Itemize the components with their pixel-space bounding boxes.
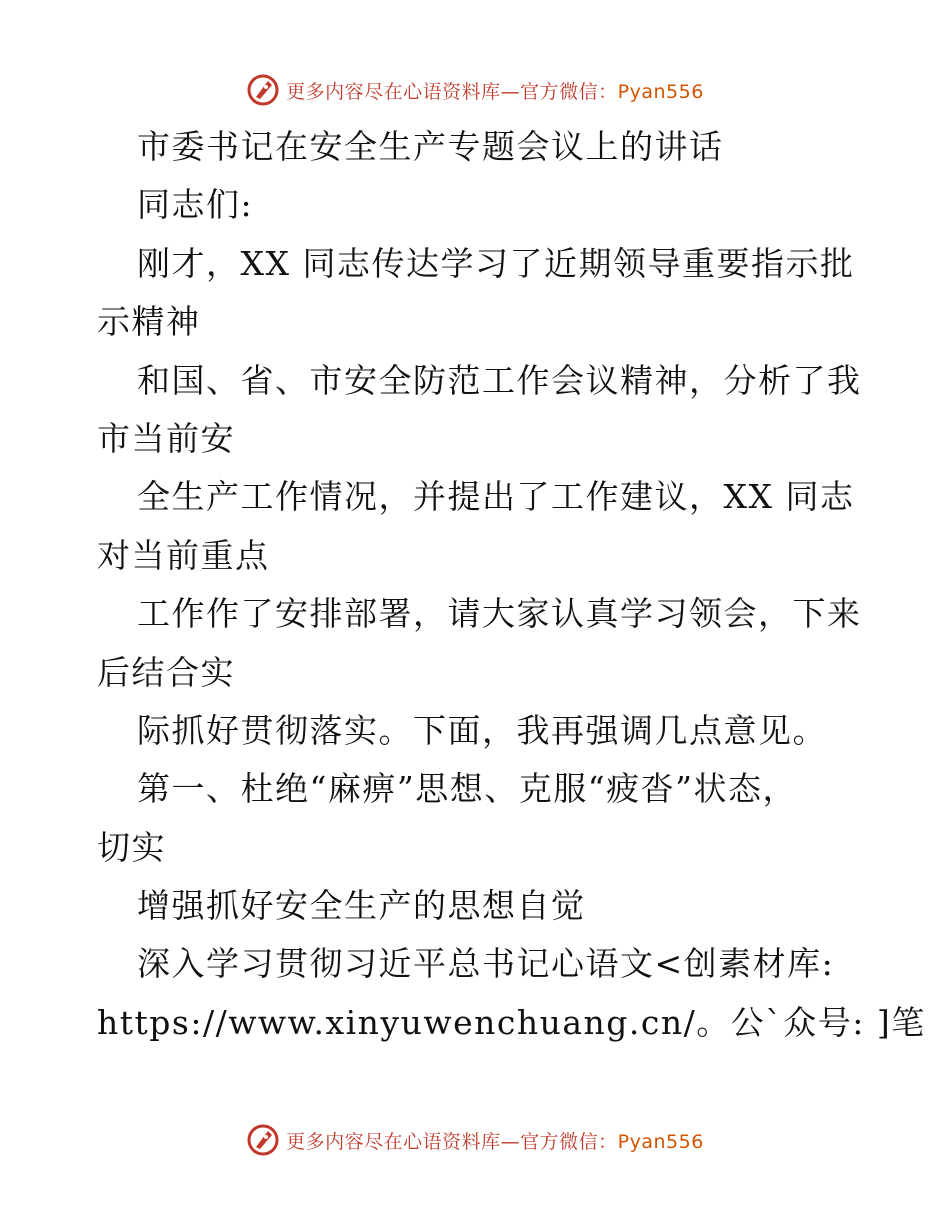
document-line: 工作作了安排部署，请大家认真学习领会，下来 (137, 594, 862, 634)
document-line: 切实 (97, 827, 166, 867)
document-line: 和国、省、市安全防范工作会议精神，分析了我 (137, 360, 862, 400)
document-line: 第一、杜绝“麻痹”思想、克服“疲沓”状态， (137, 769, 797, 809)
document-body (97, 118, 926, 1052)
banner-label: 更多内容尽在心语资料库—官方微信： (286, 1130, 618, 1153)
document-line: 对当前重点 (97, 535, 270, 575)
banner-wechat-id: Pyan556 (617, 1130, 704, 1153)
document-line: 后结合实 (97, 652, 235, 692)
banner-text (286, 77, 704, 104)
footer-banner (0, 1120, 950, 1160)
document-line: 际抓好贯彻落实。下面，我再强调几点意见。 (137, 710, 827, 750)
pen-nib-logo-icon (246, 73, 280, 107)
document-line: 增强抓好安全生产的思想自觉 (137, 886, 586, 926)
pen-nib-logo-icon (246, 1123, 280, 1157)
document-line: 示精神 (97, 302, 201, 342)
banner-label: 更多内容尽在心语资料库—官方微信： (286, 80, 618, 103)
document-line: 全生产工作情况，并提出了工作建议，XX 同志 (137, 477, 855, 517)
document-line: 同志们: (137, 185, 254, 225)
document-line: 市当前安 (97, 418, 235, 458)
banner-text (286, 1127, 704, 1154)
document-line: https://www.xinyuwenchuang.cn/。公`众号: ]笔 (97, 1002, 926, 1042)
banner-wechat-id: Pyan556 (617, 80, 704, 103)
document-line: 市委书记在安全生产专题会议上的讲话 (137, 127, 724, 166)
header-banner (0, 70, 950, 110)
document-line: 深入学习贯彻习近平总书记心语文<创素材库: (137, 944, 835, 984)
document-line: 刚才，XX 同志传达学习了近期领导重要指示批 (137, 243, 855, 283)
